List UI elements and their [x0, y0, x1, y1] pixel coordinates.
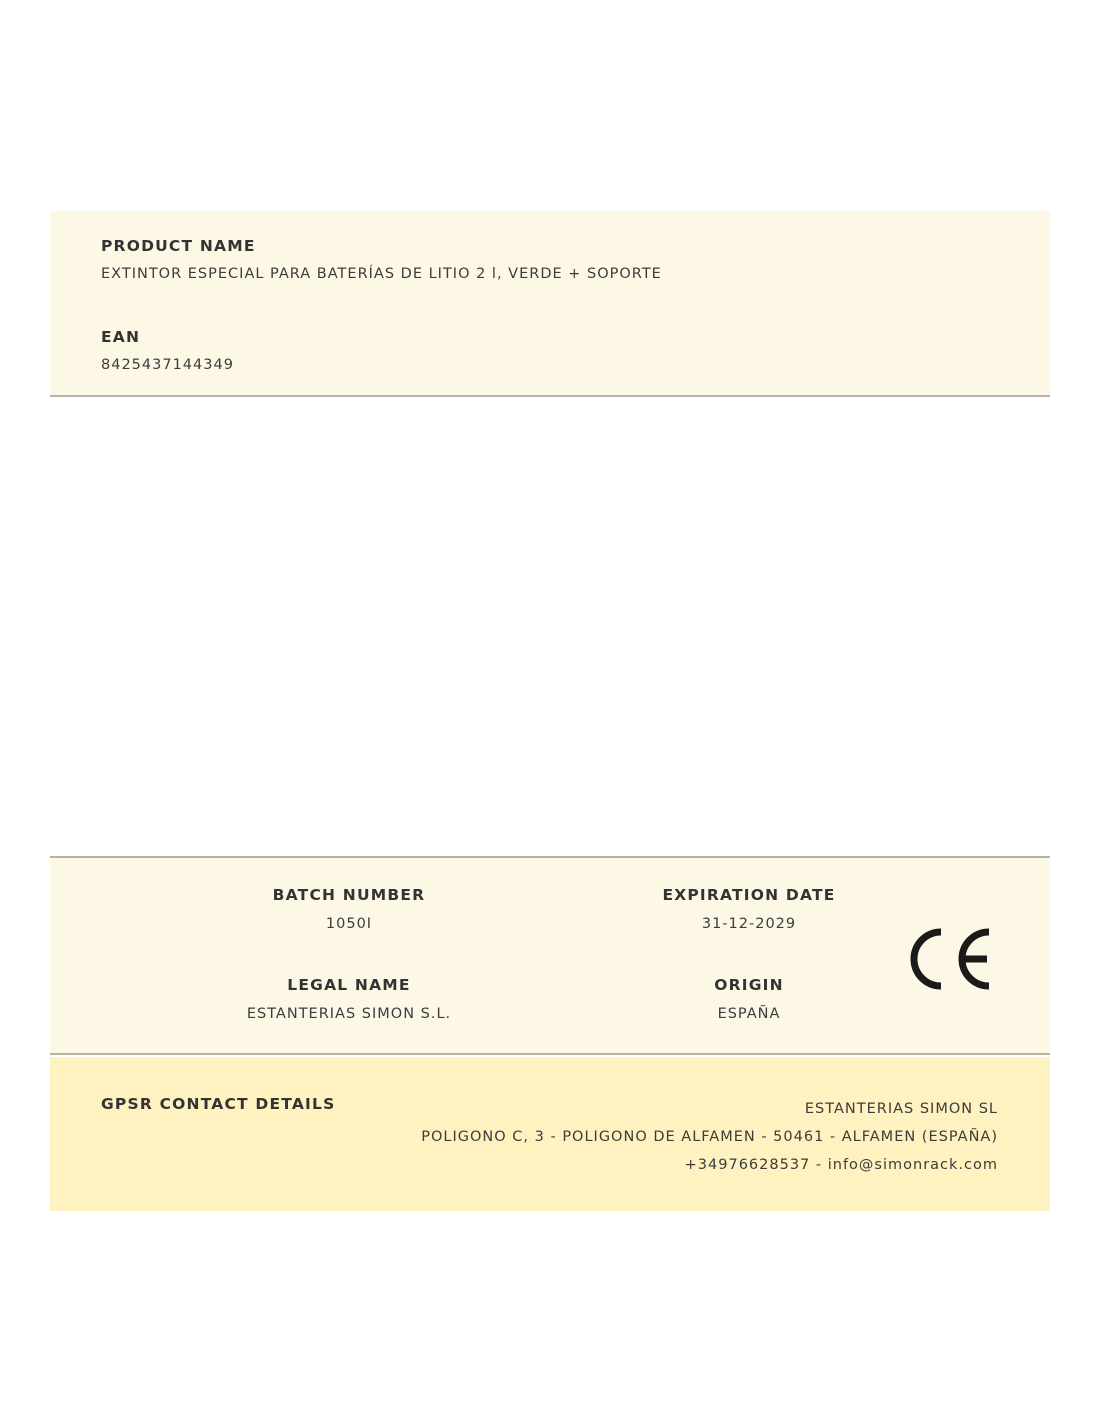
legal-name-field — [149, 976, 549, 1022]
origin-label: ORIGIN — [714, 976, 784, 994]
origin-field — [549, 976, 949, 1022]
expiration-date-label: EXPIRATION DATE — [662, 886, 836, 904]
product-details-panel — [50, 856, 1050, 1055]
legal-name-value: ESTANTERIAS SIMON S.L. — [246, 1006, 452, 1022]
product-info-panel — [50, 211, 1050, 397]
contact-phone-email: +34976628537 - info@simonrack.com — [684, 1157, 998, 1173]
contact-address: POLIGONO C, 3 - POLIGONO DE ALFAMEN - 50461 - ALFAMEN (ESPAÑA) — [421, 1129, 998, 1145]
ce-mark-icon — [905, 924, 995, 994]
contact-company: ESTANTERIAS SIMON SL — [804, 1101, 998, 1117]
gpsr-contact-panel — [50, 1057, 1050, 1211]
gpsr-contact-label: GPSR CONTACT DETAILS — [101, 1095, 336, 1113]
origin-value: ESPAÑA — [717, 1006, 781, 1022]
ean-label: EAN — [101, 328, 141, 346]
expiration-date-field — [549, 886, 949, 932]
contact-details-block — [421, 1095, 998, 1179]
batch-number-value: 1050I — [325, 916, 373, 932]
expiration-date-value: 31-12-2029 — [701, 916, 797, 932]
batch-number-field — [149, 886, 549, 932]
product-name-label: PRODUCT NAME — [101, 237, 256, 255]
batch-number-label: BATCH NUMBER — [272, 886, 426, 904]
product-name-value: EXTINTOR ESPECIAL PARA BATERÍAS DE LITIO 2 l, VERDE + SOPORTE — [101, 266, 662, 282]
legal-name-label: LEGAL NAME — [287, 976, 411, 994]
ean-value: 8425437144349 — [101, 357, 234, 373]
